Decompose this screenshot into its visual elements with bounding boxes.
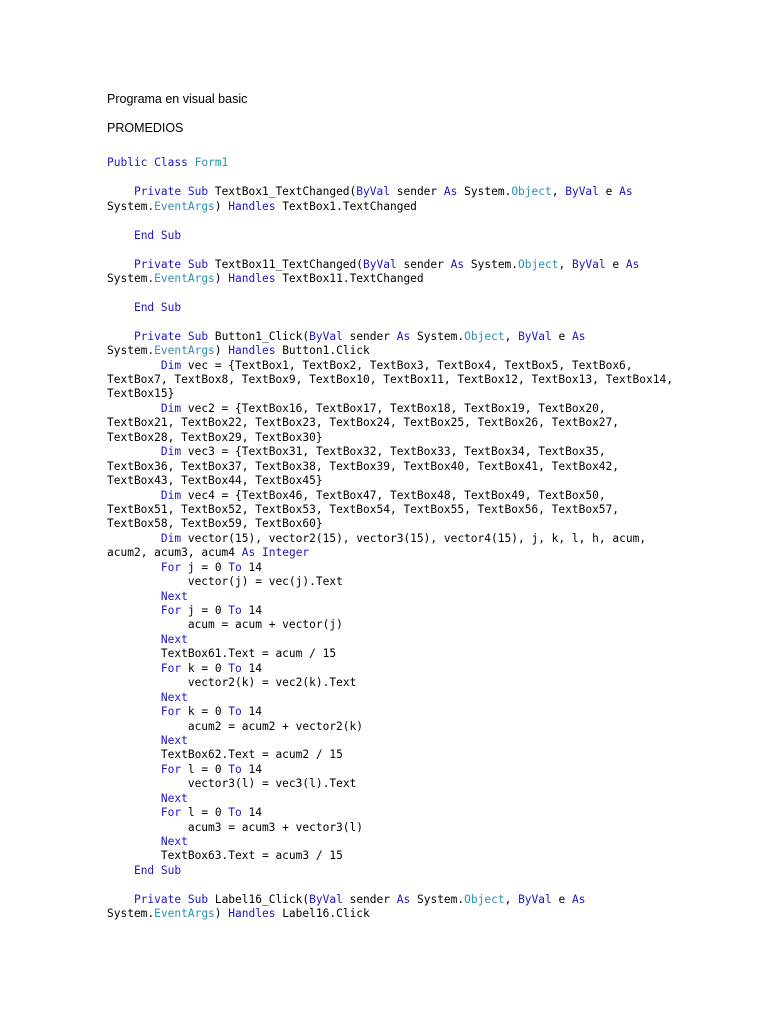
code-line: Dim vec = {TextBox1, TextBox2, TextBox3, TextBox4, TextBox5, TextBox6, <box>160 358 633 372</box>
code-line: Dim vector(15), vector2(15), vector3(15), vector4(15), j, k, l, h, acum, <box>160 531 647 545</box>
code-line: For j = 0 To 14 <box>160 604 262 617</box>
code-line: Private Sub TextBox11_TextChanged(ByVal sender As System.Object, ByVal e As <box>133 257 640 271</box>
code-line: vector3(l) = vec3(l).Text <box>187 777 357 791</box>
code-line: Dim vec3 = {TextBox31, TextBox32, TextBox33, TextBox34, TextBox35, <box>160 445 606 459</box>
code-line: For l = 0 To 14 <box>160 806 262 820</box>
code-line: System.EventArgs) Handles Button1.Click <box>107 344 370 358</box>
code-line: For k = 0 To 14 <box>160 661 262 675</box>
code-line <box>107 286 673 300</box>
code-line: End Sub <box>133 863 182 877</box>
code-line: Next <box>160 589 188 603</box>
code-line: Next <box>160 733 188 747</box>
code-line: TextBox36, TextBox37, TextBox38, TextBox39, TextBox40, TextBox41, TextBox42, <box>107 459 620 473</box>
code-line: TextBox61.Text = acum / 15 <box>160 647 337 661</box>
code-line: acum = acum + vector(j) <box>187 618 343 632</box>
code-line: TextBox62.Text = acum2 / 15 <box>160 748 343 762</box>
code-line: TextBox43, TextBox44, TextBox45} <box>107 474 323 488</box>
code-line: Next <box>160 791 188 805</box>
code-line: acum3 = acum3 + vector3(l) <box>187 820 364 834</box>
code-line: Public Class Form1 <box>107 156 229 170</box>
code-line: acum2 = acum2 + vector2(k) <box>187 719 364 733</box>
code-line: acum2, acum3, acum4 As Integer <box>107 546 310 560</box>
code-line: Dim vec4 = {TextBox46, TextBox47, TextBox48, TextBox49, TextBox50, <box>160 488 606 502</box>
code-line: TextBox63.Text = acum3 / 15 <box>160 849 343 863</box>
code-line: TextBox15} <box>107 387 175 401</box>
code-line: System.EventArgs) Handles Label16.Click <box>107 907 370 921</box>
code-line <box>107 315 673 329</box>
code-line: Next <box>160 632 188 646</box>
code-line: TextBox21, TextBox22, TextBox23, TextBox24, TextBox25, TextBox26, TextBox27, <box>107 416 620 430</box>
code-line: Dim vec2 = {TextBox16, TextBox17, TextBox18, TextBox19, TextBox20, <box>160 401 606 415</box>
code-line: TextBox7, TextBox8, TextBox9, TextBox10, TextBox11, TextBox12, TextBox13, TextBox14, <box>107 373 673 386</box>
code-line: System.EventArgs) Handles TextBox11.TextChanged <box>107 271 424 285</box>
code-line <box>107 243 673 257</box>
document-title: Programa en visual basic <box>107 92 248 106</box>
code-line <box>107 171 673 185</box>
code-listing <box>107 142 673 922</box>
code-line: End Sub <box>133 300 182 314</box>
code-line: Next <box>160 835 188 848</box>
code-line: For l = 0 To 14 <box>160 762 262 776</box>
code-line: TextBox51, TextBox52, TextBox53, TextBox54, TextBox55, TextBox56, TextBox57, <box>107 502 620 516</box>
code-line: TextBox28, TextBox29, TextBox30} <box>107 430 323 444</box>
code-line: vector2(k) = vec2(k).Text <box>187 676 357 690</box>
code-line: System.EventArgs) Handles TextBox1.TextChanged <box>107 199 417 213</box>
code-line: End Sub <box>133 228 182 242</box>
code-line <box>107 142 673 156</box>
code-line: Private Sub Label16_Click(ByVal sender As System.Object, ByVal e As <box>133 892 586 906</box>
code-line: Private Sub TextBox1_TextChanged(ByVal sender As System.Object, ByVal e As <box>133 185 633 199</box>
code-line: Private Sub Button1_Click(ByVal sender As System.Object, ByVal e As <box>133 329 586 343</box>
code-line <box>107 878 673 892</box>
code-line: For k = 0 To 14 <box>160 705 262 719</box>
code-line: TextBox58, TextBox59, TextBox60} <box>107 517 323 531</box>
code-line <box>107 214 673 228</box>
code-line: Next <box>160 690 188 704</box>
code-line: vector(j) = vec(j).Text <box>187 575 343 589</box>
document-subtitle: PROMEDIOS <box>107 121 184 135</box>
code-line: For j = 0 To 14 <box>160 560 262 574</box>
